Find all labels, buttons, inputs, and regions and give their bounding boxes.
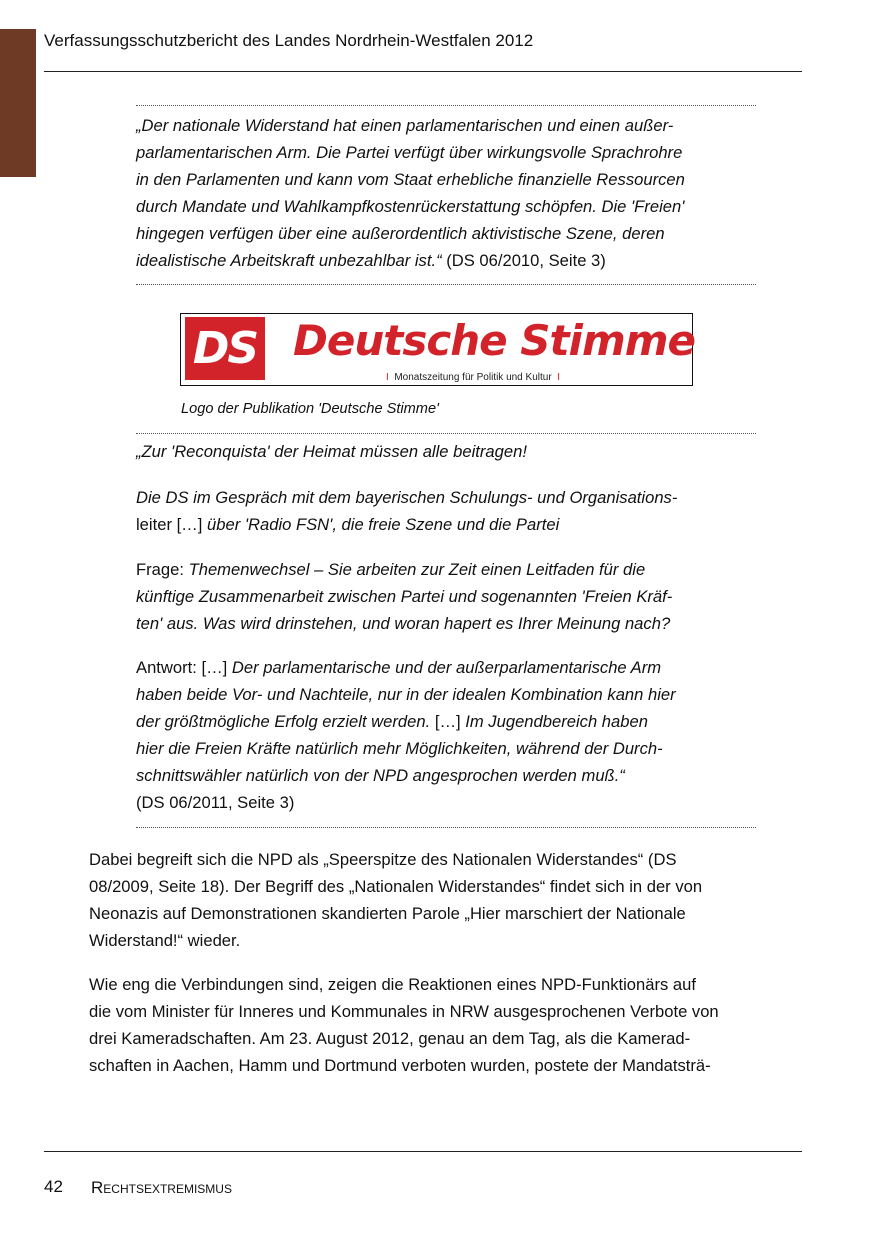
quote1-bottom-divider [136, 284, 756, 285]
quote2-intro-line: Die DS im Gespräch mit dem bayerischen Schulungs- und Organisations- [136, 488, 678, 507]
question-line: künftige Zusammenarbeit zwischen Partei und sogenannten 'Freien Kräf- [136, 587, 673, 606]
quote-block-2 [136, 438, 761, 465]
answer-line: haben beide Vor- und Nachteile, nur in der idealen Kombination kann hier [136, 685, 676, 704]
quote1-line: hingegen verfügen über eine außerordentlich aktivistische Szene, deren [136, 224, 665, 243]
answer-omission: […] [430, 712, 466, 731]
quote1-source: (DS 06/2010, Seite 3) [441, 251, 606, 270]
question-line [136, 556, 761, 583]
question-line: ten' aus. Was wird drinstehen, und woran hapert es Ihrer Meinung nach? [136, 614, 671, 633]
answer-line: schnittswähler natürlich von der NPD angesprochen werden muß.“ [136, 766, 625, 785]
deutsche-stimme-logo [180, 313, 693, 386]
logo-tagline-text: Monatszeitung für Politik und Kultur [394, 372, 552, 383]
answer-line [136, 654, 761, 681]
quote1-line: durch Mandate und Wahlkampfkostenrückerstattung schöpfen. Die 'Freien' [136, 197, 685, 216]
quote2-intro-line [136, 511, 761, 538]
quote1-line: in den Parlamenten und kann vom Staat erhebliche finanzielle Ressourcen [136, 170, 685, 189]
body-paragraph-2 [89, 971, 804, 1079]
question-text: Themenwechsel – Sie arbeiten zur Zeit einen Leitfaden für die [188, 560, 646, 579]
quote2-headline: „Zur 'Reconquista' der Heimat müssen alle beitragen! [136, 442, 527, 461]
answer-line: hier die Freien Kräfte natürlich mehr Möglichkeiten, während der Durch- [136, 739, 663, 758]
chapter-tab-marker [0, 29, 36, 177]
body-paragraph-1 [89, 846, 804, 954]
answer-text: der größtmögliche Erfolg erzielt werden. [136, 712, 431, 731]
body-line: Dabei begreift sich die NPD als „Speerspitze des Nationalen Widerstandes“ (DS [89, 850, 677, 869]
answer-text: Im Jugendbereich haben [465, 712, 648, 731]
header-rule [44, 71, 802, 72]
quote2-question [136, 556, 761, 637]
quote1-line: „Der nationale Widerstand hat einen parlamentarischen und einen außer- [136, 116, 674, 135]
logo-ds-mark: DS [192, 323, 258, 374]
quote2-top-divider [136, 433, 756, 434]
quote2-answer [136, 654, 761, 816]
footer-rule [44, 1151, 802, 1152]
body-line: 08/2009, Seite 18). Der Begriff des „Nationalen Widerstandes“ findet sich in der von [89, 877, 703, 896]
logo-publication-name: Deutsche Stimme [293, 316, 695, 365]
answer-text: Der parlamentarische und der außerparlamentarische Arm [231, 658, 662, 677]
body-line: Wie eng die Verbindungen sind, zeigen die Reaktionen eines NPD-Funktionärs auf [89, 975, 696, 994]
page-header-title: Verfassungsschutzbericht des Landes Nordrhein-Westfalen 2012 [44, 31, 534, 50]
quote-block-1 [136, 112, 761, 274]
quote2-bottom-divider [136, 827, 756, 828]
question-label: Frage: [136, 560, 189, 579]
quote2-intro-italic: über 'Radio FSN', die freie Szene und die Partei [202, 515, 560, 534]
quote2-intro [136, 484, 761, 538]
logo-caption: Logo der Publikation 'Deutsche Stimme' [181, 401, 439, 417]
body-line: Neonazis auf Demonstrationen skandierten Parole „Hier marschiert der Nationale [89, 904, 686, 923]
body-line: drei Kameradschaften. Am 23. August 2012, genau an dem Tag, als die Kamerad- [89, 1029, 691, 1048]
quote2-intro-plain: leiter […] [136, 515, 203, 534]
logo-tagline: I Monatszeitung für Politik und Kultur I [386, 372, 560, 383]
body-line: die vom Minister für Inneres und Kommunales in NRW ausgesprochenen Verbote von [89, 1002, 719, 1021]
body-line: Widerstand!“ wieder. [89, 931, 241, 950]
quote1-top-divider [136, 105, 756, 106]
answer-line [136, 708, 761, 735]
quote2-source: (DS 06/2011, Seite 3) [136, 793, 295, 812]
quote1-line: idealistische Arbeitskraft unbezahlbar ist.“ [136, 251, 442, 270]
answer-label: Antwort: […] [136, 658, 232, 677]
section-title: Rechtsextremismus [91, 1178, 232, 1197]
quote1-line: parlamentarischen Arm. Die Partei verfügt über wirkungsvolle Sprachrohre [136, 143, 683, 162]
body-line: schaften in Aachen, Hamm und Dortmund verboten wurden, postete der Mandatsträ- [89, 1056, 711, 1075]
quote1-last-line [136, 247, 761, 274]
page-number: 42 [44, 1177, 63, 1196]
